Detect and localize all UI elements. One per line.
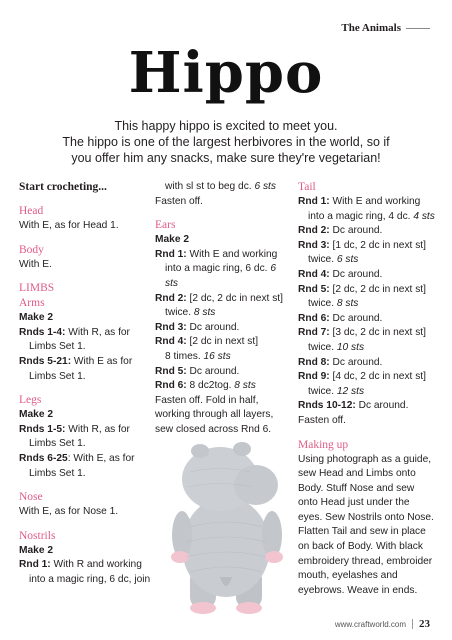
tail-round-9-cont: twice. 12 sts xyxy=(308,385,365,397)
legs-round-1: Rnds 1-5: With R, as for xyxy=(19,423,130,435)
tail-round-3-cont: twice. 6 sts xyxy=(308,254,359,266)
body-text: With E. xyxy=(19,258,52,270)
arms-round-1: Rnds 1-4: With R, as for xyxy=(19,326,130,338)
ears-make: Make 2 xyxy=(155,234,189,246)
nostrils-make: Make 2 xyxy=(19,544,53,556)
section-label: The Animals xyxy=(341,22,401,34)
tail-round-1: Rnd 1: With E and working xyxy=(298,196,421,207)
ears-round-2: Rnd 2: [2 dc, 2 dc in next st] xyxy=(155,292,283,304)
nostrils-fasten: Fasten off. xyxy=(155,195,203,207)
legs-make: Make 2 xyxy=(19,409,53,421)
ears-round-5: Rnd 5: Dc around. xyxy=(155,365,240,377)
making-up-line: Flatten Tail and sew in place xyxy=(298,526,426,538)
tail-round-7-cont: twice. 10 sts xyxy=(308,341,365,353)
tail-round-1-cont: into a magic ring, 4 dc. 4 sts xyxy=(308,210,435,222)
making-up-line: sew Head and Limbs onto xyxy=(298,468,416,480)
header-rule xyxy=(406,28,430,29)
legs-round-2-cont: Limbs Set 1. xyxy=(29,467,86,479)
nostrils-round-1: Rnd 1: With R and working xyxy=(19,559,142,571)
page-title: Hippo xyxy=(128,40,324,106)
tail-round-8: Rnd 8: Dc around. xyxy=(298,356,383,368)
nose-text: With E, as for Nose 1. xyxy=(19,506,119,518)
hippo-ear-left xyxy=(191,444,209,458)
intro-line: This happy hippo is excited to meet you. xyxy=(114,119,338,133)
column-1 xyxy=(19,180,157,588)
head-heading: Head xyxy=(19,205,44,217)
making-up-line: eyebrows. Weave in ends. xyxy=(298,584,418,596)
nostrils-heading: Nostrils xyxy=(19,529,56,542)
making-up-line: onto Head just under the xyxy=(298,497,410,509)
page-footer xyxy=(335,618,430,630)
legs-round-2: Rnds 6-25: With E, as for xyxy=(19,452,135,464)
ears-round-1: Rnd 1: With E and working xyxy=(155,248,278,260)
hippo-ear-right xyxy=(233,442,251,456)
arms-make: Make 2 xyxy=(19,312,53,324)
ears-finish-2: working through all layers, xyxy=(155,409,274,421)
legs-heading: Legs xyxy=(19,394,42,407)
page-number: 23 xyxy=(419,618,430,630)
making-up-line: eyes. Sew Nostrils onto Nose. xyxy=(298,511,434,523)
nostrils-round-1-cont: into a magic ring, 6 dc, join xyxy=(29,573,151,585)
column-2 xyxy=(155,180,290,438)
nose-heading: Nose xyxy=(19,491,43,504)
intro-text xyxy=(36,118,416,166)
hippo-toy-photo xyxy=(160,427,295,617)
ears-finish-3: sew closed across Rnd 6. xyxy=(155,423,272,435)
tail-round-10: Rnds 10-12: Dc around. xyxy=(298,400,409,412)
intro-line: The hippo is one of the largest herbivores in the world, so if xyxy=(62,135,390,149)
making-up-line: Using photograph as a guide, xyxy=(298,453,432,465)
running-head xyxy=(341,22,430,34)
footer-divider xyxy=(412,619,413,629)
ears-round-2-cont: twice. 8 sts xyxy=(165,307,216,319)
arms-round-1-cont: Limbs Set 1. xyxy=(29,341,86,353)
tail-round-6: Rnd 6: Dc around. xyxy=(298,312,383,324)
arms-round-2: Rnds 5-21: With E as for xyxy=(19,355,133,367)
ears-round-1-cont: into a magic ring, 6 dc. 6 sts xyxy=(165,263,276,289)
arms-heading: Arms xyxy=(19,297,45,310)
tail-round-7: Rnd 7: [3 dc, 2 dc in next st] xyxy=(298,327,426,339)
tail-fasten: Fasten off. xyxy=(298,414,346,426)
start-heading: Start crocheting... xyxy=(19,181,107,193)
ears-round-6: Rnd 6: 8 dc2tog. 8 sts xyxy=(155,380,256,392)
nostrils-cont: with sl st to beg dc. 6 sts xyxy=(165,181,276,192)
making-up-line: on back of Body. With black xyxy=(298,541,423,553)
ears-round-4: Rnd 4: [2 dc in next st] xyxy=(155,336,259,348)
intro-line: you offer him any snacks, make sure they're vegetarian! xyxy=(71,151,381,165)
ears-heading: Ears xyxy=(155,219,176,232)
ears-round-4-cont: 8 times. 16 sts xyxy=(165,350,231,362)
head-text: With E, as for Head 1. xyxy=(19,220,119,231)
tail-heading: Tail xyxy=(298,181,316,193)
body-heading: Body xyxy=(19,243,44,256)
making-up-line: embroidery thread, embroider xyxy=(298,555,433,567)
tail-round-2: Rnd 2: Dc around. xyxy=(298,225,383,237)
ears-finish-1: Fasten off. Fold in half, xyxy=(155,394,259,406)
tail-round-4: Rnd 4: Dc around. xyxy=(298,268,383,280)
website-link[interactable]: www.craftworld.com xyxy=(334,619,406,629)
arms-round-2-cont: Limbs Set 1. xyxy=(29,370,86,382)
making-up-heading: Making up xyxy=(298,438,349,451)
making-up-line: Body. Stuff Nose and sew xyxy=(298,482,415,494)
limbs-heading: LIMBS xyxy=(19,282,55,295)
ears-round-3: Rnd 3: Dc around. xyxy=(155,321,240,333)
tail-round-5-cont: twice. 8 sts xyxy=(308,298,359,310)
making-up-line: mouth, eyelashes and xyxy=(298,570,398,582)
tail-round-3: Rnd 3: [1 dc, 2 dc in next st] xyxy=(298,239,426,251)
tail-round-9: Rnd 9: [4 dc, 2 dc in next st] xyxy=(298,371,426,383)
tail-round-5: Rnd 5: [2 dc, 2 dc in next st] xyxy=(298,283,426,295)
column-3 xyxy=(298,180,438,598)
legs-round-1-cont: Limbs Set 1. xyxy=(29,438,86,450)
